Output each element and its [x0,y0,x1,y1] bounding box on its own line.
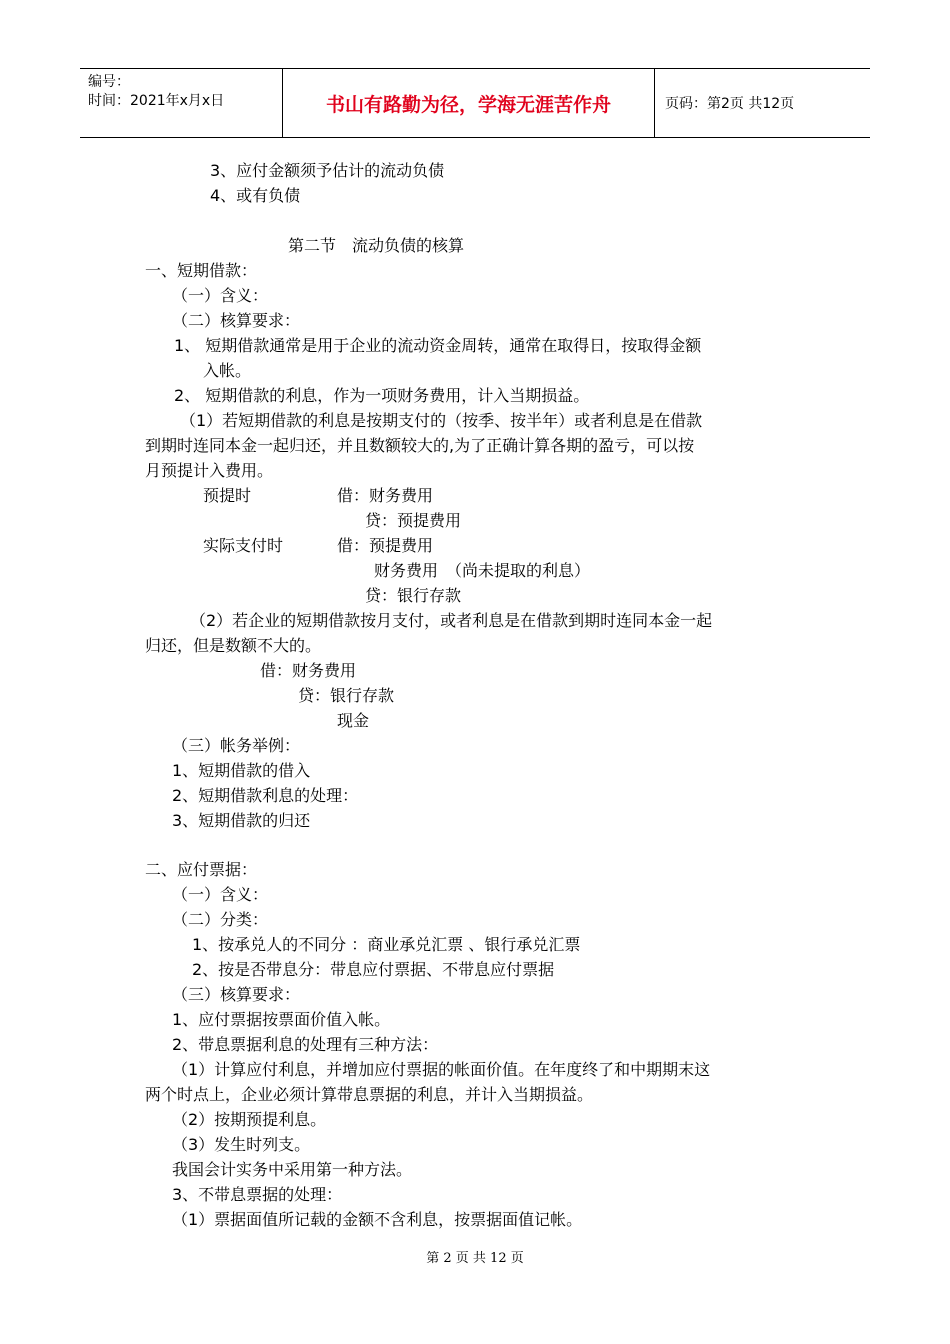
text-line: 2、短期借款利息的处理： [172,786,359,805]
section-title: 第二节 流动负债的核算 [288,236,465,255]
text-line: 4、或有负债 [210,186,301,205]
header-meta [80,69,283,137]
text-line: （1）计算应付利息，并增加应付票据的帐面价值。在年度终了和中期期末这 [172,1060,711,1079]
header-page-info: 页码：第2页 共12页 [665,96,795,112]
journal-entry: 借：财务费用 [337,486,434,505]
heading: 二、应付票据： [145,860,258,879]
subheading: （三）帐务举例： [172,736,301,755]
text-line: 3、短期借款的归还 [172,811,311,830]
text-line: 3、不带息票据的处理： [172,1185,343,1204]
text-line: 1、短期借款的借入 [172,761,311,780]
text-line: 归还，但是数额不大的。 [145,636,322,655]
time-label: 时间：2021年x月x日 [88,93,225,109]
subheading: （一）含义： [172,286,269,305]
text-line: 1、 短期借款通常是用于企业的流动资金周转，通常在取得日，按取得金额 [174,336,702,355]
journal-entry: 贷：银行存款 [298,686,395,705]
heading: 一、短期借款： [145,261,258,280]
journal-entry: 贷：银行存款 [365,586,462,605]
number-label: 编号： [88,74,130,90]
text-line: 3、应付金额须予估计的流动负债 [210,161,445,180]
text-line: 到期时连同本金一起归还，并且数额较大的,为了正确计算各期的盈亏，可以按 [145,436,695,455]
text-line: 我国会计实务中采用第一种方法。 [172,1160,413,1179]
text-line: （2）按期预提利息。 [172,1110,327,1129]
journal-entry: 财务费用 （尚未提取的利息） [374,561,591,580]
subheading: （一）含义： [172,885,269,904]
text-line: 1、按承兑人的不同分 ：商业承兑汇票 、银行承兑汇票 [192,935,581,954]
page-footer: 第 2 页 共 12 页 [426,1251,524,1266]
text-line: 2、 短期借款的利息，作为一项财务费用，计入当期损益。 [174,386,590,405]
header-motto: 书山有路勤为径，学海无涯苦作舟 [283,69,655,137]
text-line: 2、带息票据利息的处理有三种方法： [172,1035,439,1054]
text-line: 月预提计入费用。 [145,461,274,480]
subheading: （三）核算要求： [172,985,301,1004]
text-line: 1、应付票据按票面价值入帐。 [172,1010,391,1029]
subheading: （二）分类： [172,910,269,929]
subheading: （二）核算要求： [172,311,301,330]
entry-label: 实际支付时 [203,536,284,555]
journal-entry: 现金 [337,711,370,730]
entry-label: 预提时 [203,486,252,505]
text-line: （2）若企业的短期借款按月支付，或者利息是在借款到期时连同本金一起 [190,611,713,630]
text-line: 两个时点上，企业必须计算带息票据的利息，并计入当期损益。 [145,1085,594,1104]
journal-entry: 借：预提费用 [337,536,434,555]
text-line: （3）发生时列支。 [172,1135,311,1154]
page-header [80,68,870,138]
journal-entry: 贷：预提费用 [365,511,462,530]
text-line: 入帐。 [203,361,252,380]
text-line: （1）若短期借款的利息是按期支付的（按季、按半年）或者利息是在借款 [180,411,703,430]
text-line: 2、按是否带息分：带息应付票据、不带息应付票据 [192,960,555,979]
text-line: （1）票据面值所记载的金额不含利息，按票据面值记帐。 [172,1210,583,1229]
journal-entry: 借：财务费用 [260,661,357,680]
